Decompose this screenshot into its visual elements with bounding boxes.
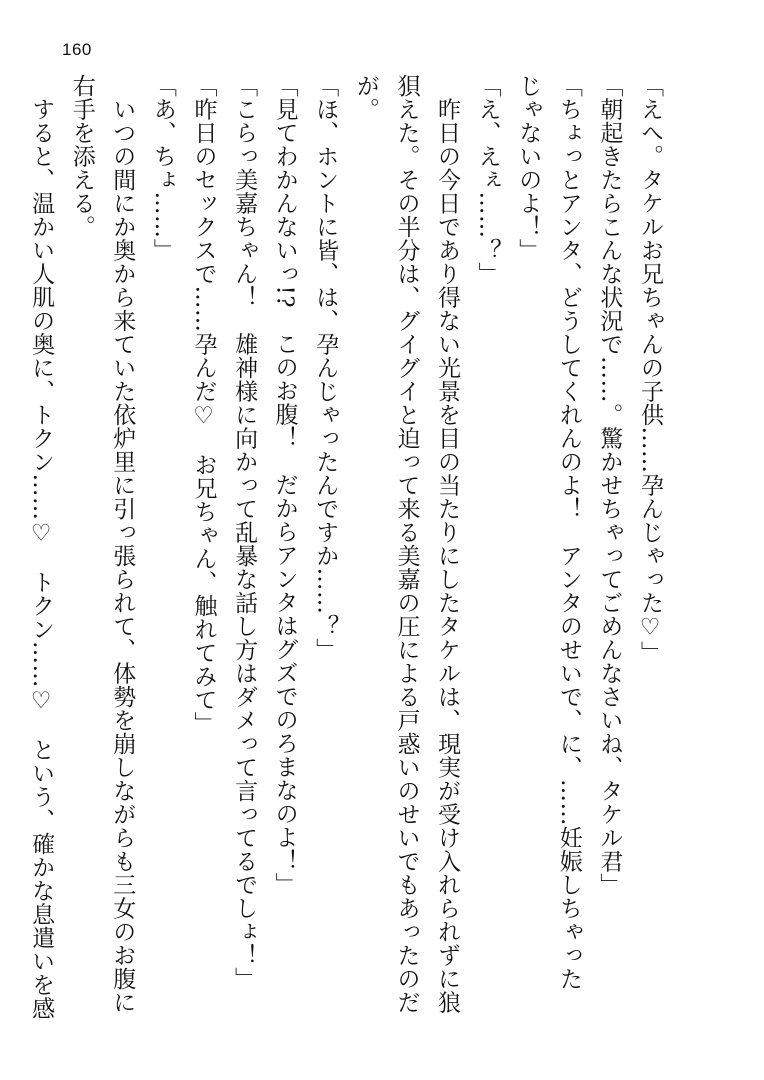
page-number: 160: [62, 40, 92, 59]
text-line: 「ほ、ホントに皆、は、孕んじゃったんですか……？」: [312, 74, 339, 662]
text-line: じゃないのよ！」: [515, 74, 542, 262]
text-line: すると、温かい人肌の奥に、トクン……♡ トクン……♡ という、確かな息遣いを感: [28, 74, 55, 1020]
text-line: 「昨日のセックスで……孕んだ♡ お兄ちゃん、触れてみて」: [190, 74, 217, 735]
text-line: いつの間にか奥から来ていた依炉里に引っ張られて、体勢を崩しながらも三女のお腹に: [109, 74, 136, 1014]
text-line: 「えへ。タケルお兄ちゃんの子供……孕んじゃった♡」: [637, 74, 663, 665]
text-line: 「ちょっとアンタ、どうしてくれんのよ！ アンタのせいで、に、……妊娠しちゃった: [555, 74, 582, 991]
text-line: 狽えた。その半分は、グイグイと迫って来る美嘉の圧による戸惑いのせいでもあったのだ: [393, 74, 420, 1014]
novel-text-column: [21, 74, 671, 1034]
text-line: 「朝起きたらこんな状況で……。驚かせちゃってごめんなさいね、タケル君」: [596, 74, 623, 897]
text-line: 昨日の今日であり得ない光景を目の当たりにしたタケルは、現実が受け入れられずに狼: [434, 74, 461, 1014]
text-line: 右手を添える。: [68, 74, 95, 239]
text-line: 「あ、ちょ……」: [149, 74, 176, 262]
text-line: が。: [352, 74, 379, 121]
text-line: 「え、えぇ……？」: [474, 74, 501, 286]
text-line: 「こらっ美嘉ちゃん！ 雄神様に向かって乱暴な話し方はダメって言ってるでしょ！」: [231, 74, 258, 991]
text-line: 「見てわかんないっ!? このお腹！ だからアンタはグズでのろまなのよ！」: [271, 74, 298, 896]
